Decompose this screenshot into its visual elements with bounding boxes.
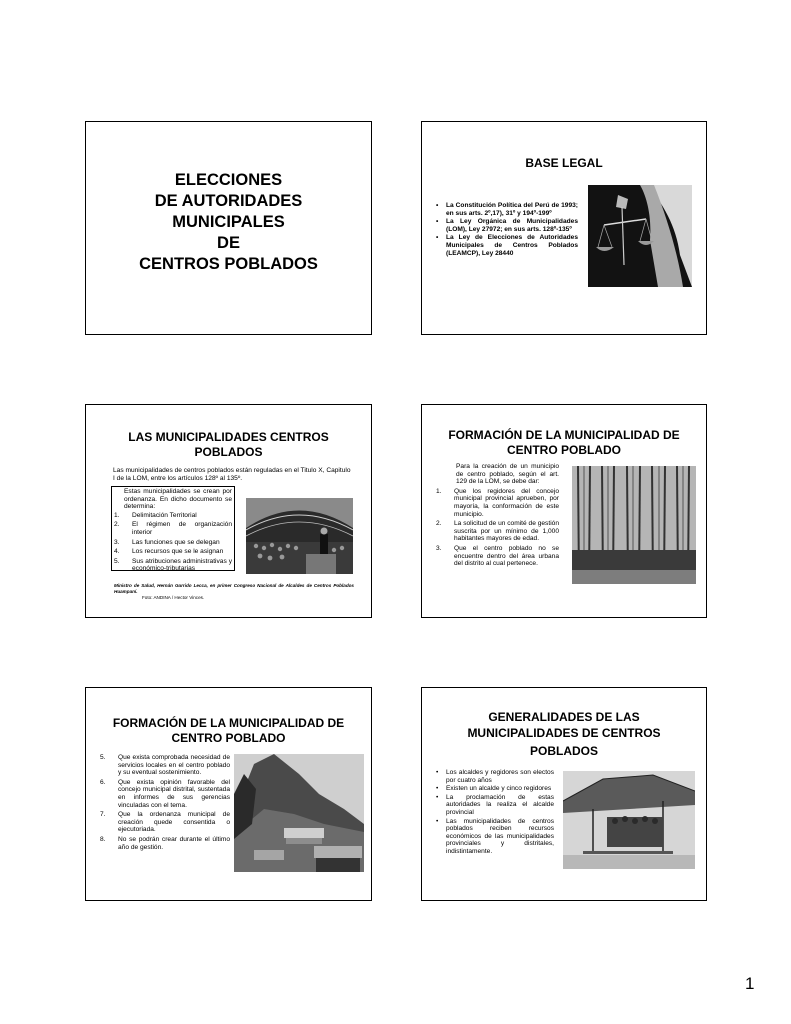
title-line: DE [217, 234, 240, 252]
ordinance-box [111, 486, 235, 571]
slide-title [92, 716, 365, 746]
list-item: • Las municipalidades de centros poblados reciben recursos económicos de las municipalidades provinciales y distritales, indistintamente. [434, 818, 554, 856]
list-item: • La Constitución Política del Perú de 1993; en sus arts. 2º,17), 31º y 194º-199º [434, 202, 578, 217]
slide-title [92, 430, 365, 460]
list-item: 3. Que el centro poblado no se encuentre dentro del área urbana del distrito al cual pertenece. [436, 544, 559, 568]
list-item: • La Ley de Elecciones de Autoridades Municipales de Centros Poblados (LEAMCP), Ley 28440 [434, 234, 578, 257]
village-mountain-photo [234, 754, 364, 872]
list-item: 3. Las funciones que se delegan [114, 538, 220, 546]
slide-6-generalidades [421, 687, 707, 901]
formation-requirements-cont [100, 754, 230, 853]
intro-text: Para la creación de un municipio de centro poblado, según el art. 129 de la LOM, se debe dar: [456, 463, 559, 486]
list-item: 5. Que exista comprobada necesidad de servicios locales en el centro poblado y su eventual sostenimiento. [100, 754, 230, 777]
congress-photo [246, 498, 353, 574]
list-item: 5. Sus atribuciones administrativas y económico-tributarias [114, 557, 232, 573]
title-line: CENTRO POBLADO [171, 731, 286, 745]
page-number: 1 [745, 974, 755, 993]
list-item: • Existen un alcalde y cinco regidores [434, 785, 554, 793]
forest-gathering-photo [572, 466, 696, 584]
title-line: ELECCIONES [174, 171, 283, 189]
box-intro: Estas municipalidades se crean por ordenanza. En dicho documento se determina: [124, 488, 232, 511]
list-item: 4. Los recursos que se le asignan [114, 548, 224, 556]
list-item: 1. Delimitación Territorial [114, 511, 197, 519]
legal-bullets [434, 202, 578, 258]
slide-5-formacion-cont [85, 687, 372, 901]
list-item: • La proclamación de estas autoridades la realiza el alcalde provincial [434, 794, 554, 817]
list-item: 2. La solicitud de un comité de gestión suscrita por un mínimo de 1,000 habitantes mayores de edad. [436, 520, 559, 543]
title-line: CENTROS POBLADOS [139, 255, 318, 273]
title-line: POBLADOS [194, 445, 263, 459]
list-item: 7. Que la ordenanza municipal de creación quede consentida o ejecutoriada. [100, 811, 230, 834]
slide-title [428, 428, 700, 458]
title-line: FORMACIÓN DE LA MUNICIPALIDAD DE [448, 428, 680, 442]
photo-credit: Foto: ANDINA / Hector Vinces. [142, 595, 205, 600]
list-item: 8. No se podrán crear durante el último año de gestión. [100, 835, 230, 851]
title-line: MUNICIPALIDADES DE CENTROS [467, 725, 661, 740]
title-line: CENTRO POBLADO [507, 443, 621, 457]
title-line: DE AUTORIDADES [154, 192, 303, 210]
list-item: • La Ley Orgánica de Municipalidades (LOM), Ley 27972; en sus arts. 128º-135º [434, 218, 578, 233]
title-line: MUNICIPALES [172, 213, 285, 231]
slide-2-base-legal [421, 121, 707, 335]
title-line: LAS MUNICIPALIDADES CENTROS [128, 430, 329, 444]
intro-text: Las municipalidades de centros poblados están reguladas en el Titulo X, Capitulo I de la LOM, entre los artículos 128º al 135º. [113, 467, 351, 482]
community-hut-photo [563, 771, 695, 869]
list-item: 1. Que los regidores del concejo municipal provincial aprueben, por mayoría, la conformación de este municipio. [436, 487, 559, 518]
formation-requirements [436, 463, 559, 570]
title-line: POBLADOS [529, 744, 598, 758]
title-line: FORMACIÓN DE LA MUNICIPALIDAD DE [112, 716, 345, 730]
generalidades-bullets [434, 769, 554, 857]
main-title [86, 170, 371, 275]
slide-4-formacion [421, 404, 707, 618]
slide-title: BASE LEGAL [525, 156, 603, 170]
list-item: 6. Que exista opinión favorable del concejo municipal distrital, sustentada en informes de sus gerencias vinculadas con el tema. [100, 778, 230, 809]
slide-3-municipalidades [85, 404, 372, 618]
title-line: GENERALIDADES DE LAS [488, 710, 640, 724]
list-item: 2. El régimen de organización interior [114, 521, 232, 536]
slide-1-title [85, 121, 372, 335]
list-item: • Los alcaldes y regidores son electos por cuatro años [434, 769, 554, 784]
justice-scale-image [588, 185, 692, 287]
slide-title [428, 710, 700, 760]
photo-caption: Ministro de Salud, Hernán Garrido Lecca, en primer Congreso Nacional de Alcaldes de Centros Poblados Huampaní. [114, 583, 354, 594]
